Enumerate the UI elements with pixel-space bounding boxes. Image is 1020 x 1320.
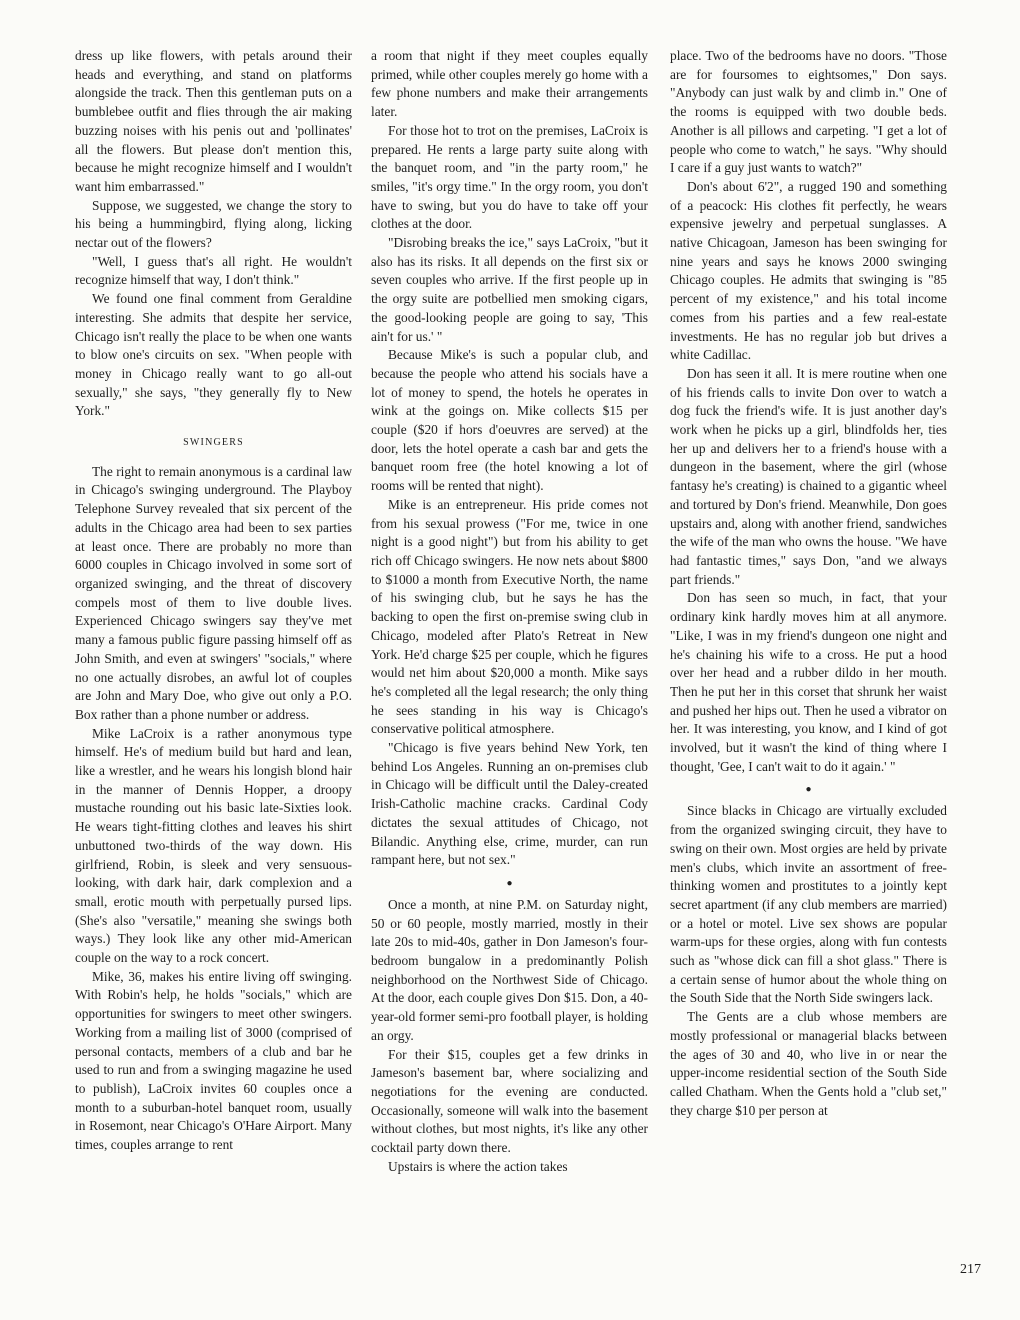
paragraph: Suppose, we suggested, we change the story to his being a hummingbird, flying along, licking nectar out of the flowers?	[75, 197, 352, 251]
paragraph: We found one final comment from Geraldine interesting. She admits that despite her service, Chicago isn't really the place to be when one wants to blow one's circuits on sex. "When people with money in Chicago really want to go all-out sexually," she says, "they generally fly to New York."	[75, 291, 352, 419]
paragraph: The Gents are a club whose members are mostly professional or managerial blacks between the ages of 30 and 40, who live in or near the upper-income residential section of the South Side called Chatham. When the Gents hold a "club set," they charge $10 per person at	[670, 1009, 947, 1118]
paragraph: Because Mike's is such a popular club, and because the people who attend his socials have a lot of money to spend, the hotels he operates in wink at the goings on. Mike collects $15 per couple ($20 if hors d'oeuvres are served) at the door, lets the hotel operate a cash bar and gets the banquet room free (the hotel knowing a lot of rooms will be rented that night).	[371, 347, 648, 494]
paragraph: For their $15, couples get a few drinks in Jameson's basement bar, where socializing and negotiations for the evening are conducted. Occasionally, someone will walk into the basement without clothes, but most nights, it's like any other cocktail party down there.	[371, 1046, 648, 1156]
paragraph: Mike LaCroix is a rather anonymous type himself. He's of medium build but hard and lean, like a wrestler, and he wears his longish blond hair in the manner of Dennis Hopper, a droopy mustache rounding out his basic late-Sixties look. He wears tight-fitting clothes and leaves his shirt unbuttoned two-thirds of the way down. His girlfriend, Robin, is sleek and very sensuous-looking, with dark hair, dark complexion and a small, erotic mouth with perpetually pursed lips. (She's also "versatile," meaning she swings both ways.) They look like any other mid-American couple on the way to a rock concert.	[75, 725, 352, 966]
section-break-bullet: ●	[805, 784, 812, 796]
column-2	[371, 47, 648, 1176]
column-3	[670, 47, 947, 1120]
paragraph: Once a month, at nine P.M. on Saturday night, 50 or 60 people, mostly married, mostly in their late 20s to mid-40s, gather in Don Jameson's four-bedroom bungalow in a predominantly Polish neighborhood on the Northwest Side of Chicago. At the door, each couple gives Don $15. Don, a 40-year-old former semi-pro football player, is holding an orgy.	[371, 896, 648, 1043]
section-heading: SWINGERS	[183, 437, 244, 449]
paragraph: Don's about 6'2", a rugged 190 and something of a peacock: His clothes fit perfectly, he wears expensive jewelry and perpetual sunglasses. A native Chicagoan, Jameson has been swinging for nine years and says he knows 2000 swinging Chicago couples. He admits that swinging is "85 percent of my existence," and his total income comes from his parties and a few real-estate investments. He has no regular job but drives a white Cadillac.	[670, 178, 947, 363]
paragraph: For those hot to trot on the premises, LaCroix is prepared. He rents a large party suite along with the banquet room, and "in the party room," he smiles, "it's orgy time." In the orgy room, you don't have to swing, but you do have to take off your clothes at the door.	[371, 122, 648, 232]
paragraph: dress up like flowers, with petals around their heads and everything, and stand on platforms alongside the track. Then this gentleman puts on a bumblebee outfit and flies through the air making buzzing noises with his penis out and 'pollinates' all the flowers. But please don't mention this, because he might recognize himself and I wouldn't want him embarrassed."	[75, 48, 352, 194]
paragraph: Mike is an entrepreneur. His pride comes not from his sexual prowess ("For me, twice in one night is a good night") but from his ability to get rich off Chicago swingers. He now nets about $800 to $1000 a month from Executive North, the name of his swinging club, but he says he has the backing to open the first on-premise swing club in Chicago, modeled after Plato's Retreat in New York. He'd charge $25 per couple, which he figures would net him about $20,000 a month. Mike says he's completed all the legal research; the only thing he sees standing in his way is Chicago's conservative political atmosphere.	[371, 496, 648, 737]
paragraph: a room that night if they meet couples equally primed, while other couples merely go home with a few phone numbers and make their arrangements later.	[371, 48, 648, 120]
paragraph: "Chicago is five years behind New York, ten behind Los Angeles. Running an on-premises club in Chicago will be difficult until the Daley-created Irish-Catholic machine cracks. Cardinal Cody dictates the sexual attitudes of Chicago, not Bilandic. Anything else, crime, murder, can run rampant here, but not sex."	[371, 740, 648, 868]
paragraph: "Well, I guess that's all right. He wouldn't recognize himself that way, I don't think."	[75, 253, 352, 288]
paragraph: Don has seen it all. It is mere routine when one of his friends calls to invite Don over to watch a dog fuck the friend's wife. It is just another day's work when he picks up a girl, blindfolds her, ties her up and delivers her to a friend's house with a dungeon in the basement, where the girl (whose fantasy he's creating) is chained to a gigantic wheel and tortured by Don's friend. Meanwhile, Don goes upstairs and, along with another friend, sandwiches the wife of the man who owns the house. "We have had fantastic times," says Don, "and we always part friends."	[670, 365, 947, 587]
section-break-bullet: ●	[506, 877, 513, 889]
paragraph: Since blacks in Chicago are virtually excluded from the organized swinging circuit, they have to swing on their own. Most orgies are held by private men's clubs, which invite an assortment of free-thinking women and prostitutes to a jointly kept secret apartment (if any club members are married) or a hotel or motel. Live sex shows are popular warm-ups for these orgies, along with fun contests such as "whose dick can fill a shot glass." There is a certain sense of humor about the whole thing on the South Side that the North Side swingers lack.	[670, 803, 947, 1006]
paragraph: The right to remain anonymous is a cardinal law in Chicago's swinging underground. The Playboy Telephone Survey revealed that six percent of the adults in the Chicago area had been to sex parties at least once. There are probably no more than 6000 couples in Chicago involved in some sort of organized swinging, and the threat of discovery compels most of them to live double lives. Experienced Chicago swingers say they've met many a famous public figure passing himself off as John Smith, and even at swingers' "socials," where no one actually disrobes, an awful lot of couples are John and Mary Doe, who give out only a P.O. Box rather than a phone number or address.	[75, 463, 352, 722]
column-1	[75, 47, 352, 1155]
paragraph: Don has seen so much, in fact, that your ordinary kink hardly moves him at all anymore. "Like, I was in my friend's dungeon one night and he's chaining his wife to a cross. He put a hood over her head and a rubber dildo in her mouth. Then he put her in this corset that shrunk her waist and pushed her hips out. Then he used a vibrator on her. It was interesting, you know, and I kind of got involved, but it wasn't the kind of thing where I thought, 'Gee, I can't wait to do it again.' "	[670, 590, 947, 774]
page-number: 217	[960, 1262, 981, 1277]
paragraph: place. Two of the bedrooms have no doors. "Those are for foursomes to eightsomes," Don says. "Anybody can just walk by and climb in." One of the rooms is equipped with two double beds. Another is all pillows and carpeting. "I get a lot of people who come to watch," he says. "Why should I care if a guy just wants to watch?"	[670, 48, 947, 176]
paragraph: Upstairs is where the action takes	[388, 1158, 568, 1174]
paragraph: Mike, 36, makes his entire living off swinging. With Robin's help, he holds "socials," which are opportunities for swingers to meet other swingers. Working from a mailing list of 3000 (comprised of personal contacts, members of a club and bar he used to run and from a swinging magazine he used to publish), LaCroix invites 60 couples once a month to a suburban-hotel banquet room, usually in Rosemont, near Chicago's O'Hare Airport. Many times, couples arrange to rent	[75, 968, 352, 1153]
paragraph: "Disrobing breaks the ice," says LaCroix, "but it also has its risks. It all depends on the first six or seven couples who arrive. If the first people up in the orgy suite are potbellied men smoking cigars, the good-looking people are going to say, 'This ain't for us.' "	[371, 235, 648, 344]
